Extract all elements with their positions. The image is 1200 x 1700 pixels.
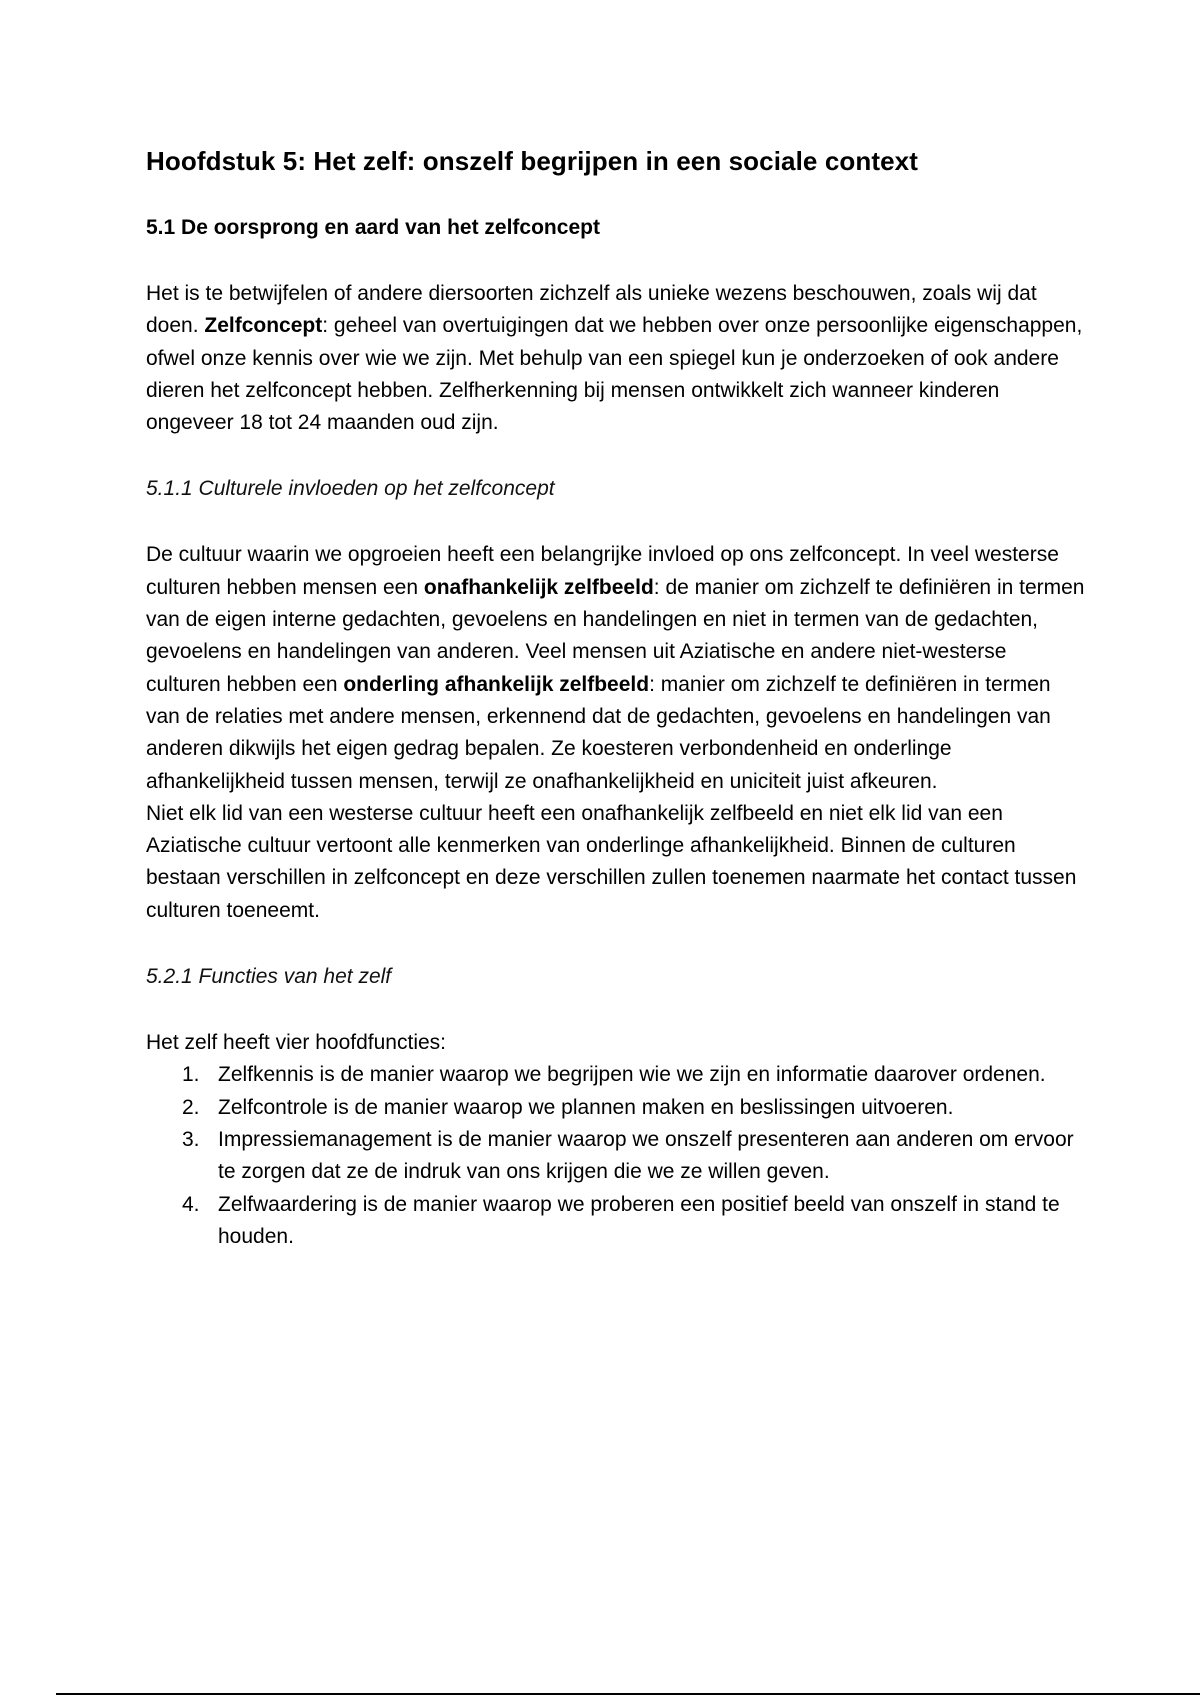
term-onderling-afhankelijk-zelfbeeld: onderling afhankelijk zelfbeeld bbox=[343, 672, 650, 696]
functions-intro: Het zelf heeft vier hoofdfuncties: bbox=[146, 1031, 446, 1055]
list-item bbox=[146, 1189, 1086, 1254]
list-item bbox=[146, 1092, 1086, 1124]
paragraph-text: Niet elk lid van een westerse cultuur heeft een onafhankelijk zelfbeeld en niet elk lid van een Aziatische cultuur vertoont alle kenmerken van onderlinge afhankelijkheid. Binnen de culturen bestaan verschillen in zelfconcept en deze verschillen zullen toenemen naarmate het contact tussen culturen toeneemt. bbox=[146, 801, 1077, 922]
section-heading-5-2-1: 5.2.1 Functies van het zelf bbox=[146, 965, 392, 989]
list-number: 1. bbox=[182, 1063, 200, 1087]
term-zelfconcept: Zelfconcept bbox=[204, 314, 323, 338]
section-heading-5-1: 5.1 De oorsprong en aard van het zelfconcept bbox=[146, 216, 600, 239]
list-item-text: Impressiemanagement is de manier waarop we onszelf presenteren aan anderen om ervoor te zorgen dat ze de indruk van ons krijgen die we ze willen geven. bbox=[218, 1127, 1074, 1184]
functions-list bbox=[146, 1059, 1086, 1253]
chapter-title: Hoofdstuk 5: Het zelf: onszelf begrijpen in een sociale context bbox=[146, 146, 918, 176]
paragraph-text: : manier om zichzelf te definiëren in termen van de relaties met andere mensen, erkennend dat de gedachten, gevoelens en handelingen van anderen dikwijls het eigen gedrag bepalen. Ze koesteren verbondenheid en onderlinge afhankelijkheid tussen mensen, terwijl ze onafhankelijkheid en uniciteit juist afkeuren. bbox=[146, 672, 1051, 793]
section-heading-5-1-1: 5.1.1 Culturele invloeden op het zelfconcept bbox=[146, 477, 555, 501]
section-5-1-paragraph bbox=[146, 278, 1086, 439]
term-onafhankelijk-zelfbeeld: onafhankelijk zelfbeeld bbox=[423, 575, 654, 599]
list-number: 3. bbox=[182, 1127, 200, 1151]
list-number: 4. bbox=[182, 1192, 200, 1216]
list-item-text: Zelfkennis is de manier waarop we begrijpen wie we zijn en informatie daarover ordenen. bbox=[218, 1063, 1046, 1087]
paragraph-text: Het is te betwijfelen of andere diersoorten zichzelf als unieke wezens beschouwen, zoals wij dat doen. bbox=[146, 282, 1037, 338]
list-item-text: Zelfwaardering is de manier waarop we proberen een positief beeld van onszelf in stand te houden. bbox=[218, 1192, 1060, 1248]
list-number: 2. bbox=[182, 1095, 200, 1119]
section-5-1-1-paragraph bbox=[146, 539, 1086, 927]
paragraph-text: : de manier om zichzelf te definiëren in termen van de eigen interne gedachten, gevoelens en handelingen en niet in termen van de gedachten, gevoelens en handelingen van anderen. Veel mensen uit Aziatische en andere niet-westerse culturen hebben een bbox=[146, 575, 1085, 696]
list-item bbox=[146, 1124, 1086, 1189]
page-bottom-rule bbox=[56, 1693, 1200, 1695]
list-item bbox=[146, 1059, 1086, 1091]
paragraph-text: : geheel van overtuigingen dat we hebben over onze persoonlijke eigenschappen, ofwel onze kennis over wie we zijn. Met behulp van een spiegel kun je onderzoeken of ook andere dieren het zelfconcept hebben. Zelfherkenning bij mensen ontwikkelt zich wanneer kinderen ongeveer 18 tot 24 maanden oud zijn. bbox=[146, 314, 1083, 435]
document-page bbox=[146, 144, 1086, 1253]
paragraph-text: De cultuur waarin we opgroeien heeft een belangrijke invloed op ons zelfconcept. In veel westerse culturen hebben mensen een bbox=[146, 543, 1059, 599]
list-item-text: Zelfcontrole is de manier waarop we plannen maken en beslissingen uitvoeren. bbox=[218, 1095, 954, 1119]
